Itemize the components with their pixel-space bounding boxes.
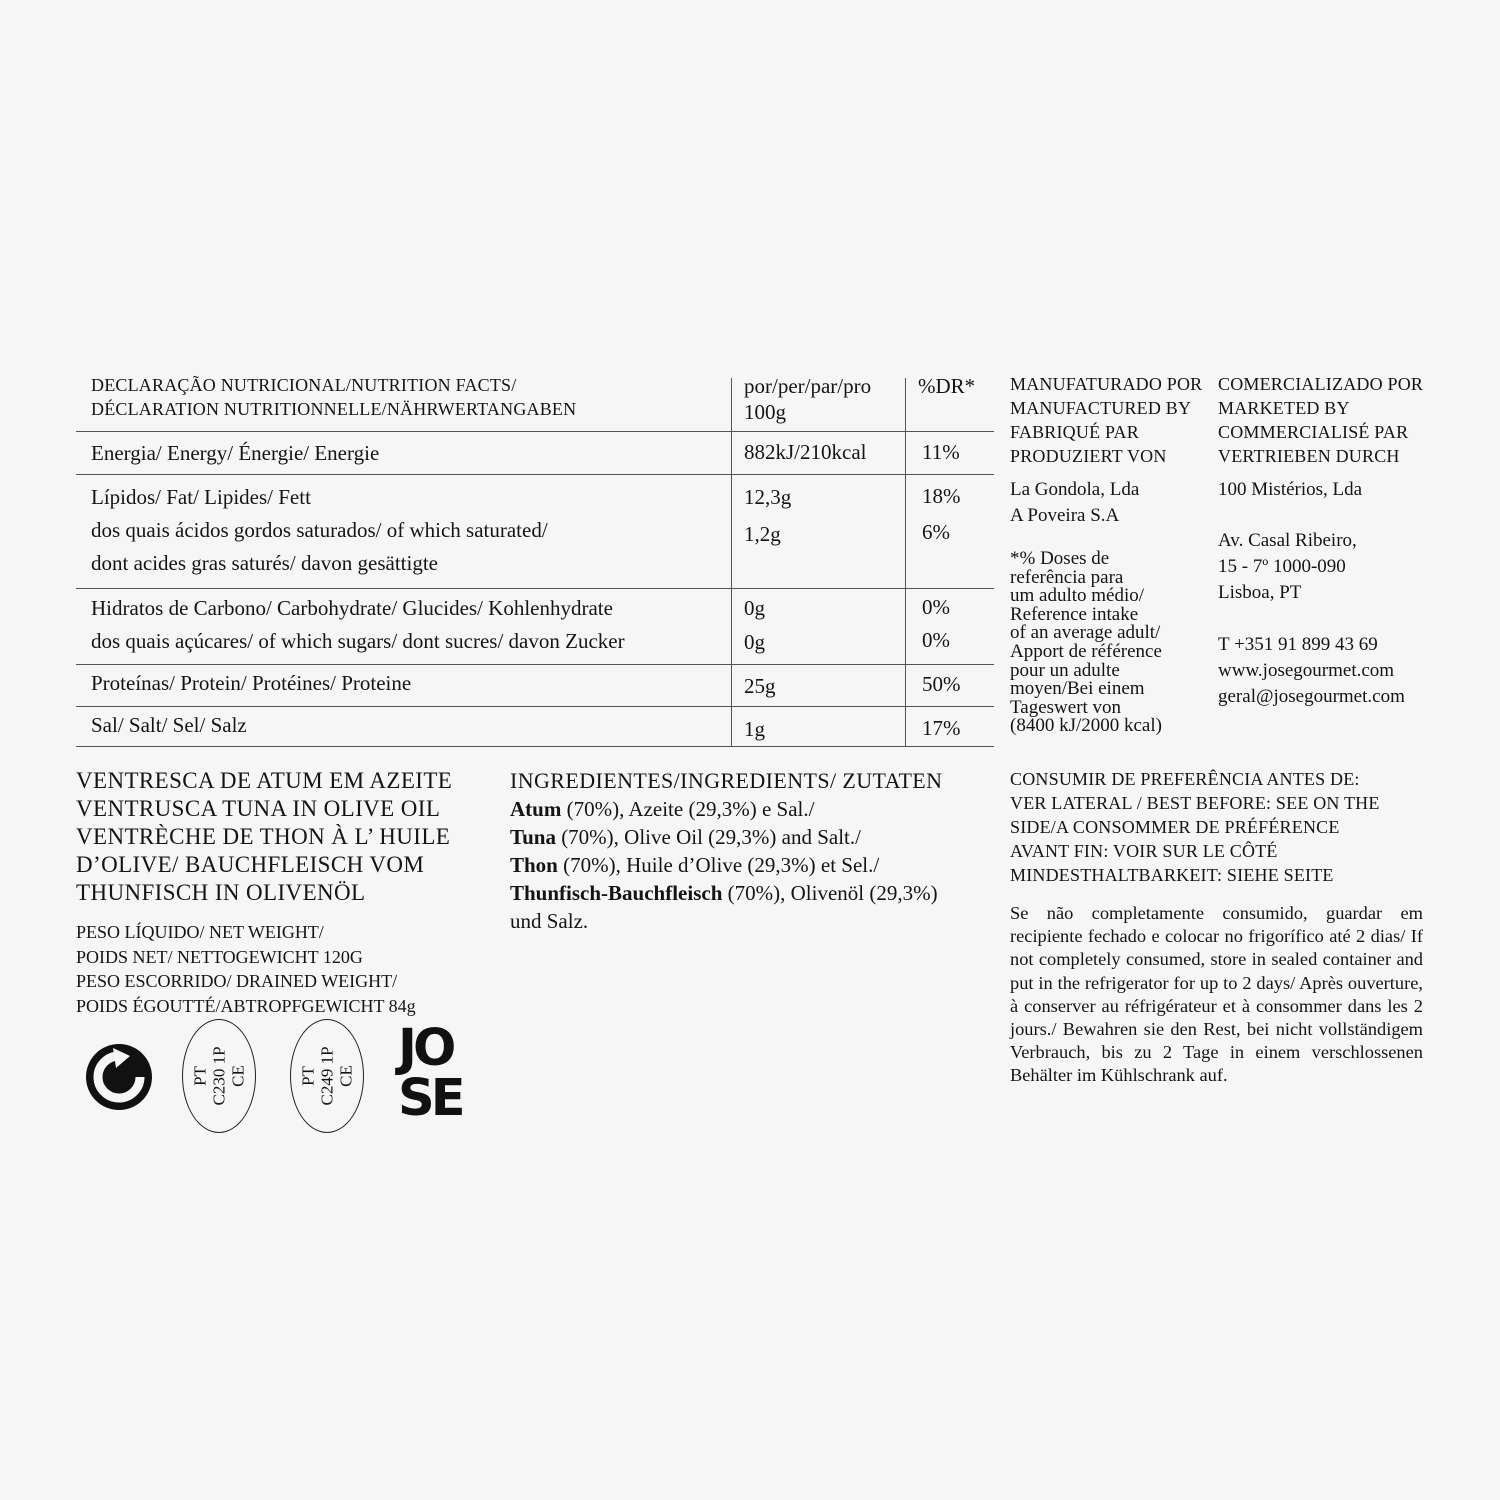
row-label-carbohydrate: Hidratos de Carbono/ Carbohydrate/ Glucides/ Kohlenhydrate: [91, 596, 613, 620]
row-dr-sugars: 0%: [922, 628, 950, 652]
green-dot-recycling-icon: [84, 1038, 156, 1116]
ingredient-line: Atum (70%), Azeite (29,3%) e Sal./: [510, 797, 815, 821]
row-value-protein: 25g: [744, 674, 776, 698]
row-value-sugars: 0g: [744, 630, 765, 654]
marketer-contact: [1218, 632, 1405, 710]
row-dr-saturated: 6%: [922, 520, 950, 544]
table-divider: [76, 474, 994, 475]
row-value-energy: 882kJ/210kcal: [744, 440, 867, 464]
table-divider: [76, 664, 994, 665]
nutrition-table: [76, 372, 994, 748]
column-header-per-100g: por/per/par/pro 100g: [744, 374, 872, 424]
health-mark-oval-2: PT C249 1P CE: [290, 1019, 364, 1133]
row-value-fat: 12,3g: [744, 485, 792, 509]
row-dr-carbohydrate: 0%: [922, 595, 950, 619]
email-link: geral@josegourmet.com: [1218, 686, 1405, 707]
table-divider: [76, 588, 994, 589]
column-header-dr: %DR*: [918, 374, 976, 398]
phone: T +351 91 899 43 69: [1218, 634, 1378, 655]
jose-logo: JO SE: [398, 1019, 462, 1128]
ingredients: [510, 767, 990, 935]
website-link: www.josegourmet.com: [1218, 660, 1395, 681]
reference-intake-note: *% Doses de referência para um adulto médio/ Reference intake of an average adult/ Apport de référence pour un adulte moyen/Bei einem Tageswert von (8400 kJ/2000 kcal): [1010, 548, 1162, 737]
row-label-saturated: dos quais ácidos gordos saturados/ of which saturated/: [91, 518, 548, 542]
row-value-carbohydrate: 0g: [744, 596, 765, 620]
row-label-fat: Lípidos/ Fat/ Lipides/ Fett: [91, 485, 311, 509]
row-value-salt: 1g: [744, 717, 765, 741]
manufacturer-heading: MANUFATURADO POR MANUFACTURED BY FABRIQUÉ PAR PRODUZIERT VON: [1010, 374, 1203, 466]
best-before-note: CONSUMIR DE PREFERÊNCIA ANTES DE: VER LATERAL / BEST BEFORE: SEE ON THE SIDE/A CONSOMMER DE PRÉFÉRENCE AVANT FIN: VOIR SUR LE CÔTÉ MINDESTHALTBARKEIT: SIEHE SEITE: [1010, 769, 1380, 885]
table-column-divider: [905, 378, 906, 746]
row-label-salt: Sal/ Salt/ Sel/ Salz: [91, 713, 247, 737]
row-label-energy: Energia/ Energy/ Énergie/ Energie: [91, 441, 380, 465]
table-divider: [76, 431, 994, 432]
ingredient-line: und Salz.: [510, 909, 589, 933]
row-dr-salt: 17%: [922, 716, 961, 740]
ingredient-line: Tuna (70%), Olive Oil (29,3%) and Salt./: [510, 825, 861, 849]
row-dr-energy: 11%: [922, 440, 960, 464]
ingredients-heading: INGREDIENTES/INGREDIENTS/ ZUTATEN: [510, 768, 943, 793]
ingredient-line: Thon (70%), Huile d’Olive (29,3%) et Sel./: [510, 853, 880, 877]
row-dr-fat: 18%: [922, 484, 961, 508]
row-label-sugars: dos quais açúcares/ of which sugars/ dont sucres/ davon Zucker: [91, 629, 625, 653]
health-mark-oval-1: PT C230 1P CE: [182, 1019, 256, 1133]
row-value-saturated: 1,2g: [744, 522, 781, 546]
marketer-name: 100 Mistérios, Lda: [1218, 479, 1363, 500]
ingredient-line: Thunfisch-Bauchfleisch (70%), Olivenöl (29,3%): [510, 881, 938, 905]
table-divider: [76, 746, 994, 747]
net-weight: PESO LÍQUIDO/ NET WEIGHT/ POIDS NET/ NETTOGEWICHT 120G PESO ESCORRIDO/ DRAINED WEIGHT/ POIDS ÉGOUTTÉ/ABTROPFGEWICHT 84g: [76, 922, 416, 1016]
manufacturer-names: La Gondola, Lda A Poveira S.A: [1010, 479, 1140, 526]
storage-instructions: Se não completamente consumido, guardar em recipiente fechado e colocar no frigorífico até 2 dias/ If not completely consumed, store in sealed container and put in the refrigerator for up to 2 days/ Après ouverture, à conserver au réfrigérateur et à consommer dans les 2 jours./ Bewahren sie den Rest, bei nicht vollständigem Verbrauch, bis zu 2 Tage in einem verschlossenen Behälter im Kühlschrank auf.: [1010, 903, 1423, 1086]
table-column-divider: [731, 378, 732, 746]
row-dr-protein: 50%: [922, 672, 961, 696]
table-divider: [76, 706, 994, 707]
row-label-saturated-cont: dont acides gras saturés/ davon gesättigte: [91, 551, 438, 575]
row-label-protein: Proteínas/ Protein/ Protéines/ Proteine: [91, 671, 412, 695]
product-title: VENTRESCA DE ATUM EM AZEITE VENTRUSCA TUNA IN OLIVE OIL VENTRÈCHE DE THON À L’ HUILE D’OLIVE/ BAUCHFLEISCH VOM THUNFISCH IN OLIVENÖL: [76, 768, 453, 905]
marketer-address: Av. Casal Ribeiro, 15 - 7º 1000-090 Lisboa, PT: [1218, 530, 1357, 603]
marketer-heading: COMERCIALIZADO POR MARKETED BY COMMERCIALISÉ PAR VERTRIEBEN DURCH: [1218, 374, 1424, 466]
nutrition-title: DECLARAÇÃO NUTRICIONAL/NUTRITION FACTS/ DÉCLARATION NUTRITIONNELLE/NÄHRWERTANGABEN: [91, 375, 577, 419]
